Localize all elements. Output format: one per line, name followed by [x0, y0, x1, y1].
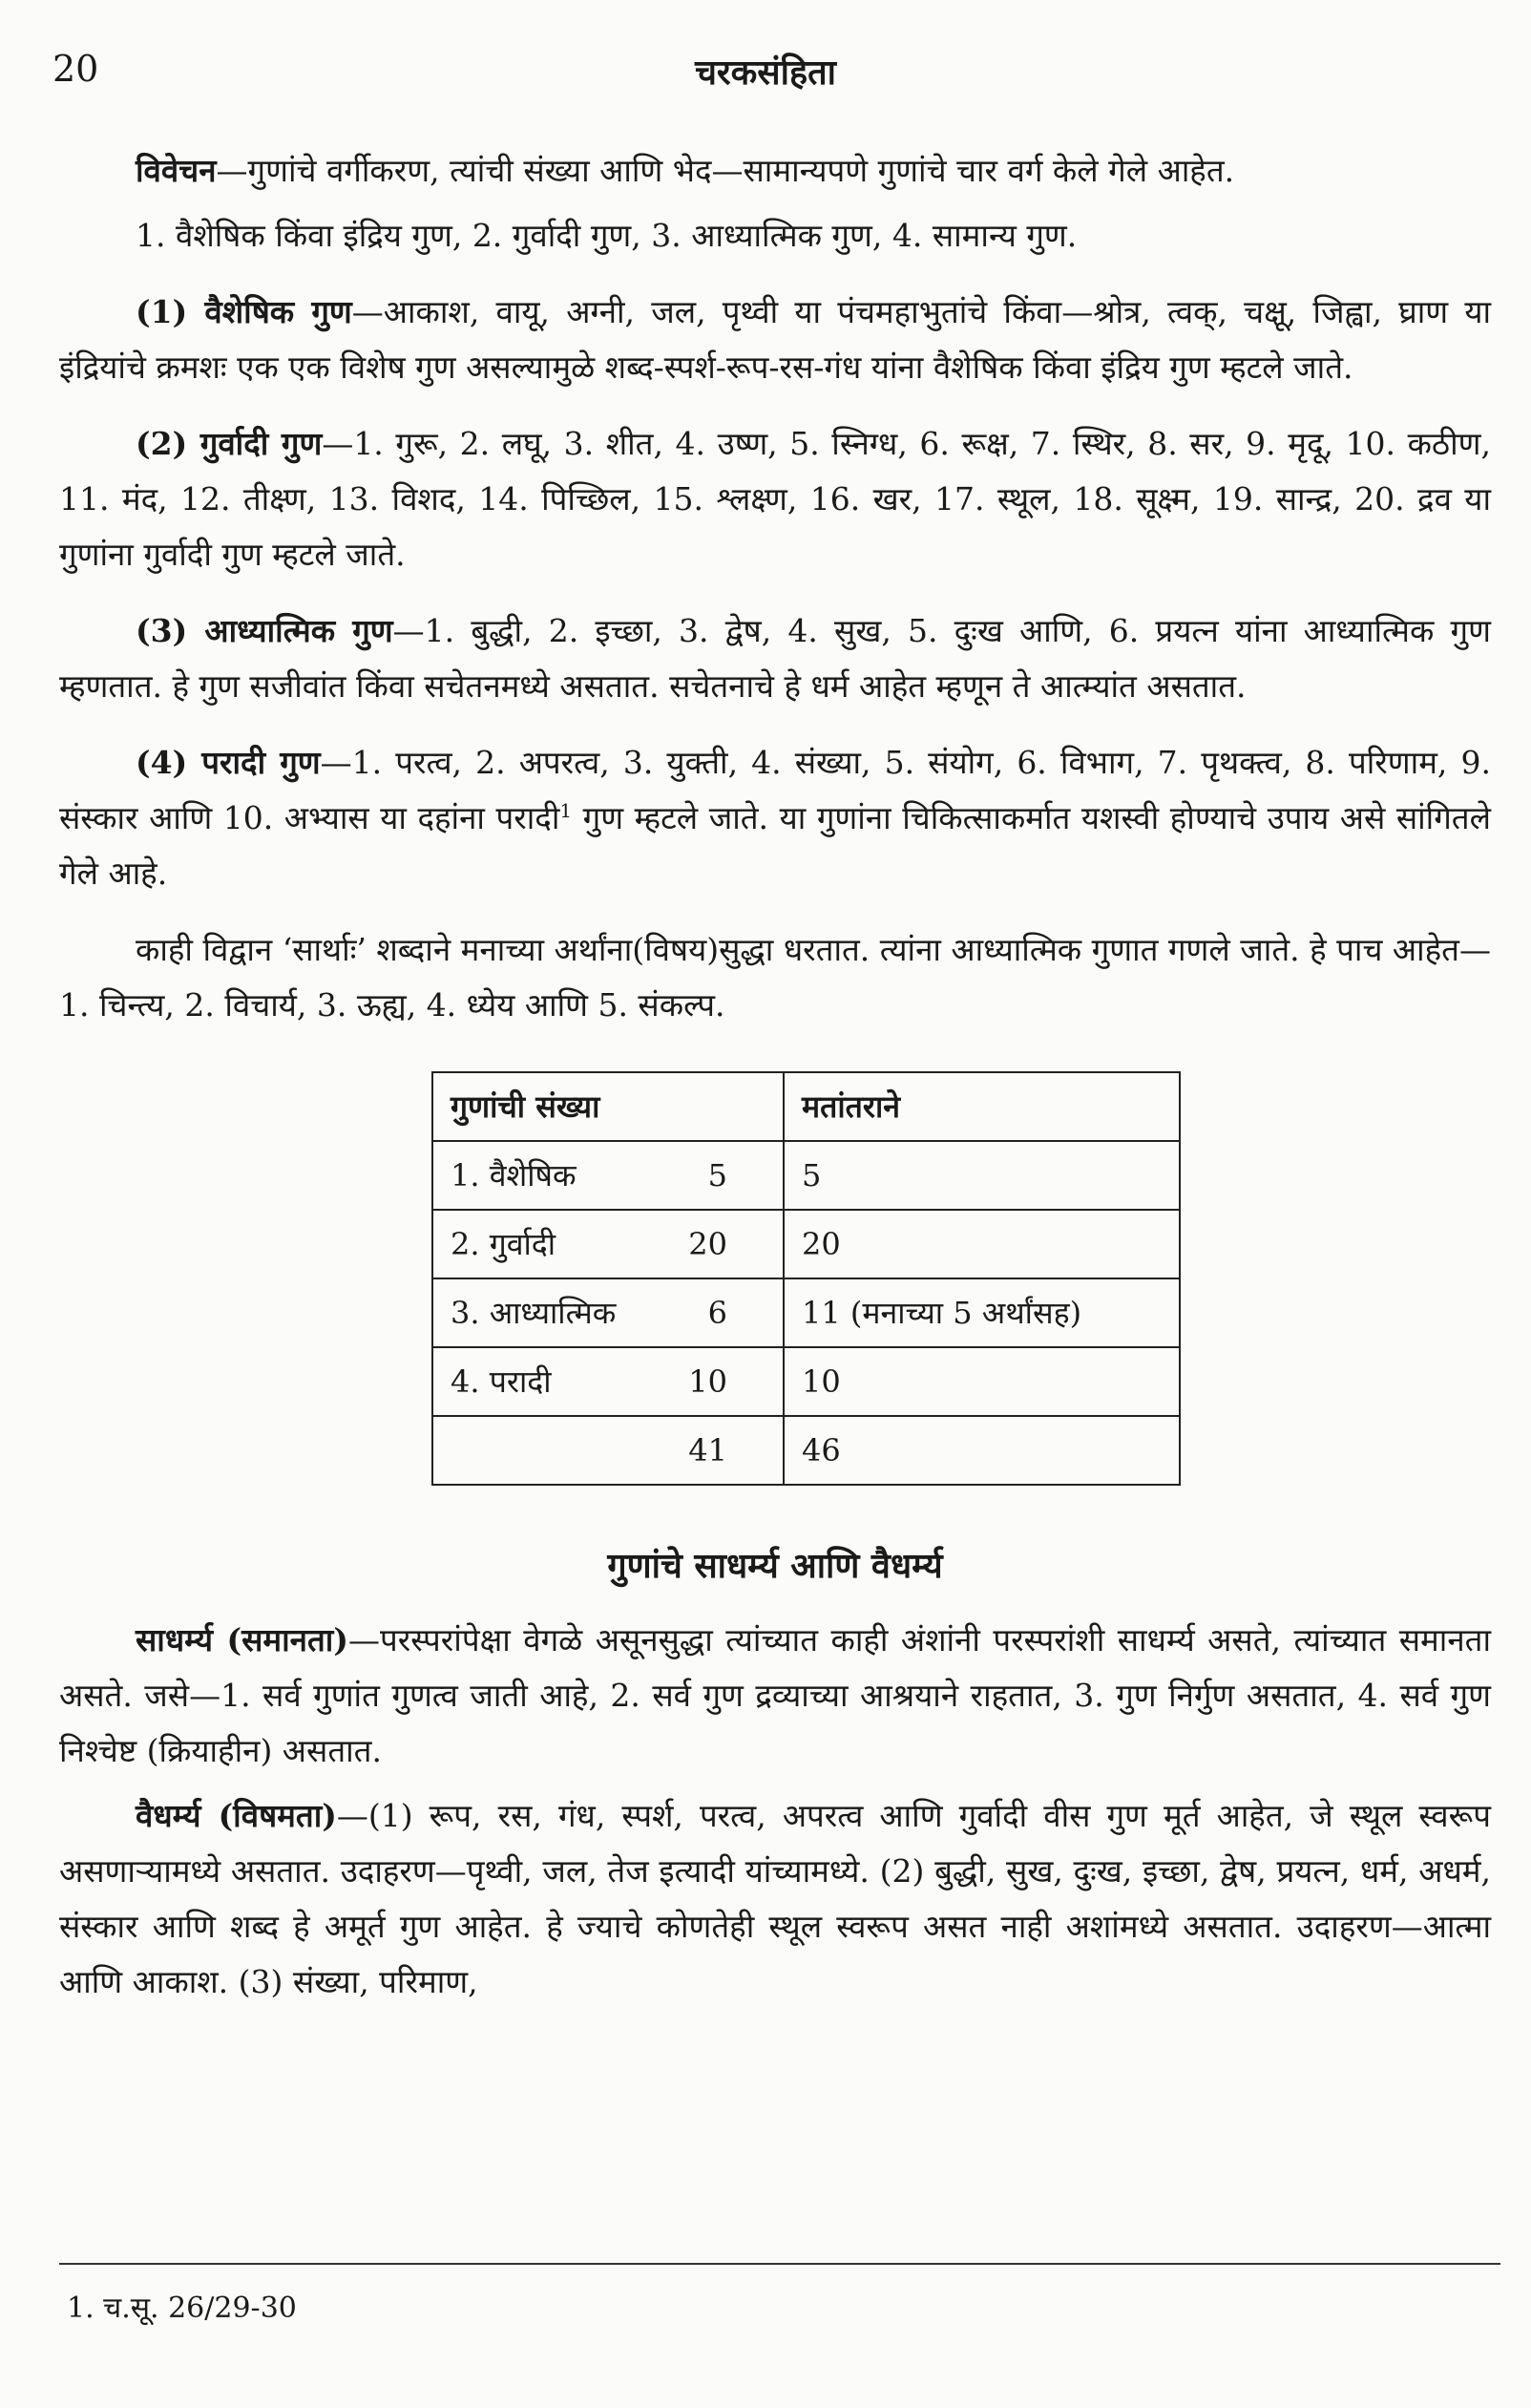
page-body [59, 143, 1491, 2031]
paragraph-text: —1. परत्व, 2. अपरत्व, 3. युक्ती, 4. संख्या, 5. संयोग, 6. विभाग, 7. पृथक्त्व, 8. परिणाम, 9. संस्कार आणि 10. अभ्यास या दहांना परादी [59, 744, 1491, 836]
paragraph-text: 1. वैशेषिक किंवा इंद्रिय गुण, 2. गुर्वादी गुण, 3. आध्यात्मिक गुण, 4. सामान्य गुण. [136, 217, 1078, 254]
paragraph-classes-list [59, 208, 1491, 264]
paragraph-lead: (3) आध्यात्मिक गुण [136, 612, 393, 649]
paragraph-lead: (2) गुर्वादी गुण [136, 425, 323, 462]
footnote: 1. च.सू. 26/29-30 [67, 2292, 297, 2325]
running-title: चरकसंहिता [695, 53, 836, 93]
table-header-cell: मतांतराने [784, 1072, 1180, 1141]
table-header-cell: गुणांची संख्या [432, 1072, 784, 1141]
paragraph-text: —(1) रूप, रस, गंध, स्पर्श, परत्व, अपरत्व आणि गुर्वादी वीस गुण मूर्त आहेत, जे स्थूल स्वरूप असणाऱ्यामध्ये असतात. उदाहरण—पृथ्वी, जल, तेज इत्यादी यांच्यामध्ये. (2) बुद्धी, सुख, दुःख, इच्छा, द्वेष, प्रयत्न, धर्म, अधर्म, संस्कार आणि शब्द हे अमूर्त गुण आहेत. हे ज्याचे कोणतेही स्थूल स्वरूप असत नाही अशांमध्ये असतात. उदाहरण—आत्मा आणि आकाश. (3) संख्या, परिमाण, [59, 1797, 1491, 2000]
paragraph-lead: साधर्म्य (समानता) [136, 1621, 348, 1658]
table-cell [432, 1141, 784, 1210]
paragraph-text: —परस्परांपेक्षा वेगळे असूनसुद्धा त्यांच्यात काही अंशांनी परस्परांशी साधर्म्य असते, त्यांच्यात समानता असते. जसे—1. सर्व गुणांत गुणत्व जाती आहे, 2. सर्व गुण द्रव्याच्या आश्रयाने राहतात, 3. गुण निर्गुण असतात, 4. सर्व गुण निश्चेष्ट (क्रियाहीन) असतात. [59, 1621, 1491, 1769]
table-cell-alt: 5 [784, 1141, 1180, 1210]
table-cell-alt: 20 [784, 1210, 1180, 1278]
table-cell [432, 1416, 784, 1485]
page-header [52, 48, 1479, 105]
footnote-reference[interactable]: 1 [559, 799, 573, 822]
table-cell [432, 1347, 784, 1416]
paragraph-vaidharmya [59, 1788, 1491, 2010]
guna-count: 5 [707, 1157, 727, 1193]
table-cell-alt: 11 (मनाच्या 5 अर्थांसह) [784, 1278, 1180, 1347]
paragraph-vivechan [59, 143, 1491, 199]
table-row [432, 1347, 1180, 1416]
table-cell [432, 1210, 784, 1278]
guna-count: 10 [688, 1363, 727, 1400]
table-row [432, 1141, 1180, 1210]
paragraph-lead: (1) वैशेषिक गुण [136, 293, 352, 330]
paragraph-adhyatmik [59, 603, 1491, 714]
table-cell [432, 1278, 784, 1347]
paragraph-lead: (4) परादी गुण [136, 744, 321, 781]
table-cell-alt-total: 46 [784, 1416, 1180, 1485]
table-cell-alt: 10 [784, 1347, 1180, 1416]
paragraph-gurvadi [59, 416, 1491, 582]
paragraph-manas-arth [59, 922, 1491, 1033]
section-heading: गुणांचे साधर्म्य आणि वैधर्म्य [607, 1546, 943, 1586]
table-header-row [432, 1072, 1180, 1141]
table-row [432, 1278, 1180, 1347]
paragraph-text: गुण म्हटले जाते. या गुणांना चिकित्साकर्मात यशस्वी होण्याचे उपाय असे सांगितले गेले आहे. [59, 799, 1491, 892]
guna-class-name: 2. गुर्वादी [451, 1226, 556, 1262]
paragraph-lead: विवेचन [136, 152, 217, 189]
paragraph-text: —1. बुद्धी, 2. इच्छा, 3. द्वेष, 4. सुख, 5. दुःख आणि, 6. प्रयत्न यांना आध्यात्मिक गुण म्हणतात. हे गुण सजीवांत किंवा सचेतनमध्ये असतात. सचेतनाचे हे धर्म आहेत म्हणून ते आत्म्यांत असतात. [59, 612, 1491, 705]
paragraph-lead: वैधर्म्य (विषमता) [136, 1797, 337, 1834]
paragraph-text: काही विद्वान ‘सार्थाः’ शब्दाने मनाच्या अर्थांना(विषय)सुद्धा धरतात. त्यांना आध्यात्मिक गुणात गणले जाते. हे पाच आहेत—1. चिन्त्य, 2. विचार्य, 3. ऊह्य, 4. ध्येय आणि 5. संकल्प. [59, 931, 1491, 1024]
paragraph-text: —1. गुरू, 2. लघू, 3. शीत, 4. उष्ण, 5. स्निग्ध, 6. रूक्ष, 7. स्थिर, 8. सर, 9. मृदू, 10. कठीण, 11. मंद, 12. तीक्ष्ण, 13. विशद, 14. पिच्छिल, 15. श्लक्ष्ण, 16. खर, 17. स्थूल, 18. सूक्ष्म, 19. सान्द्र, 20. द्रव या गुणांना गुर्वादी गुण म्हटले जाते. [59, 425, 1491, 573]
table-row [432, 1210, 1180, 1278]
paragraph-sadharmya [59, 1613, 1491, 1779]
total-count: 41 [688, 1432, 727, 1468]
guna-count-table [431, 1071, 1181, 1486]
paragraph-text: —आकाश, वायू, अग्नी, जल, पृथ्वी या पंचमहाभुतांचे किंवा—श्रोत्र, त्वक्, चक्षू, जिह्वा, घ्राण या इंद्रियांचे क्रमशः एक एक विशेष गुण असल्यामुळे शब्द-स्पर्श-रूप-रस-गंध यांना वैशेषिक किंवा इंद्रिय गुण म्हटले जाते. [59, 293, 1492, 386]
guna-class-name: 3. आध्यात्मिक [451, 1295, 617, 1331]
guna-class-name: 4. परादी [451, 1363, 552, 1400]
paragraph-paradi [59, 735, 1491, 901]
paragraph-text: —गुणांचे वर्गीकरण, त्यांची संख्या आणि भेद—सामान्यपणे गुणांचे चार वर्ग केले गेले आहेत. [216, 152, 1235, 189]
guna-class-name: 1. वैशेषिक [451, 1157, 577, 1193]
guna-count: 20 [688, 1226, 727, 1262]
guna-count: 6 [707, 1295, 727, 1331]
page-number: 20 [52, 48, 99, 90]
paragraph-vaisheshik [59, 285, 1491, 395]
footnote-divider [59, 2263, 1500, 2265]
table-total-row [432, 1416, 1180, 1485]
